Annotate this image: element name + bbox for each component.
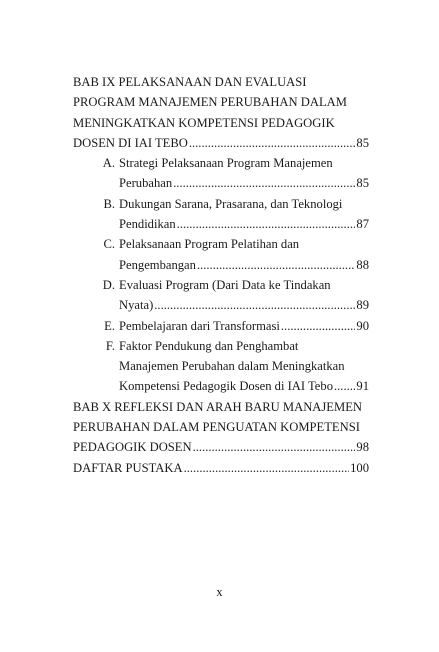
page-ref: 85	[356, 176, 369, 191]
chapter-x-title-line-3: PEDAGOGIK DOSEN ..... 98	[73, 437, 369, 457]
chapter-x-title-line-2: PERUBAHAN DALAM PENGUATAN KOMPETENSI	[73, 420, 360, 435]
chapter-ix-title-line-3: MENINGKATKAN KOMPETENSI PEDAGOGIK	[73, 115, 335, 130]
toc-chapter-x	[73, 397, 369, 458]
page-ref: 89	[356, 298, 369, 313]
toc-item-c: C. Pelaksanaan Program Pelatihan dan Pengembangan ..... 88	[73, 234, 369, 275]
page-ref: 85	[356, 135, 369, 150]
toc-item-e: E. Pembelajaran dari Transformasi ..... 90	[73, 316, 369, 336]
page-ref: 91	[356, 379, 369, 394]
page-ref: 88	[356, 257, 369, 272]
toc-item-d: D. Evaluasi Program (Dari Data ke Tindakan Nyata) ..... 89	[73, 275, 369, 316]
table-of-contents	[73, 72, 369, 478]
dot-leader	[177, 214, 356, 234]
dot-leader	[184, 458, 350, 478]
page-number: x	[216, 585, 223, 599]
toc-item-b: B. Dukungan Sarana, Prasarana, dan Teknologi Pendidikan ..... 87	[73, 194, 369, 235]
dot-leader	[189, 133, 356, 153]
toc-item-a: A. Strategi Pelaksanaan Program Manajemen Perubahan ..... 85	[73, 153, 369, 194]
toc-chapter-ix	[73, 72, 369, 397]
page-ref: 100	[350, 460, 369, 475]
dot-leader	[154, 295, 355, 315]
chapter-ix-title-line-4: DOSEN DI IAI TEBO ..... 85	[73, 133, 369, 153]
dot-leader	[193, 437, 356, 457]
dot-leader	[197, 255, 355, 275]
chapter-ix-title-line-2: PROGRAM MANAJEMEN PERUBAHAN DALAM	[73, 95, 347, 110]
chapter-x-title-line-1: BAB X REFLEKSI DAN ARAH BARU MANAJEMEN	[73, 399, 362, 414]
toc-item-f: F. Faktor Pendukung dan Penghambat Manajemen Perubahan dalam Meningkatkan Kompetensi Pedagogik Dosen di IAI Tebo ..... 91	[73, 336, 369, 397]
dot-leader	[281, 316, 356, 336]
page-ref: 90	[356, 318, 369, 333]
toc-bibliography: DAFTAR PUSTAKA ..... 100	[73, 458, 369, 478]
dot-leader	[173, 173, 355, 193]
dot-leader	[334, 376, 355, 396]
chapter-ix-title-line-1: BAB IX PELAKSANAAN DAN EVALUASI	[73, 75, 307, 89]
page-ref: 87	[356, 217, 369, 232]
page-ref: 98	[356, 440, 369, 455]
